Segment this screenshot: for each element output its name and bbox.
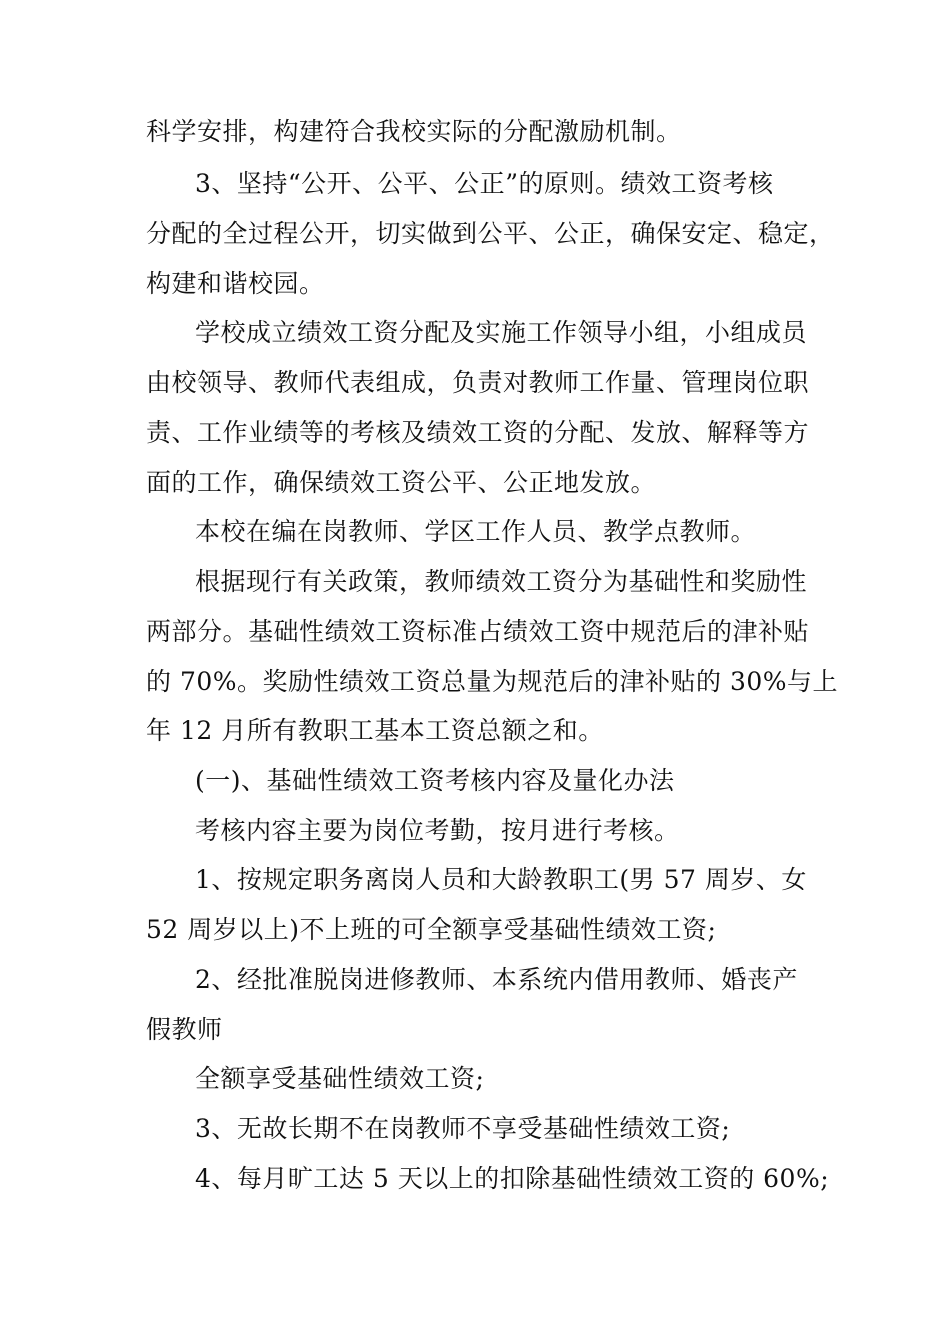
text-line: 3、坚持“公开、公平、公正”的原则。绩效工资考核 [195,169,774,198]
text-line: 根据现行有关政策，教师绩效工资分为基础性和奖励性 [195,567,808,596]
text-line: 1、按规定职务离岗人员和大龄教职工(男 57 周岁、女 [195,865,807,894]
text-line: 两部分。基础性绩效工资标准占绩效工资中规范后的津补贴 [146,617,810,646]
text-line: 2、经批准脱岗进修教师、本系统内借用教师、婚丧产 [195,965,798,994]
text-line: 年 12 月所有教职工基本工资总额之和。 [146,716,604,745]
text-line: 学校成立绩效工资分配及实施工作领导小组，小组成员 [195,318,808,347]
text-line: 本校在编在岗教师、学区工作人员、教学点教师。 [195,517,757,546]
text-line: 考核内容主要为岗位考勤，按月进行考核。 [195,816,680,845]
text-line: 面的工作，确保绩效工资公平、公正地发放。 [146,468,657,497]
text-line: 的 70%。奖励性绩效工资总量为规范后的津补贴的 30%与上 [146,667,839,696]
text-line: 4、每月旷工达 5 天以上的扣除基础性绩效工资的 60%; [195,1164,830,1193]
text-line: 52 周岁以上)不上班的可全额享受基础性绩效工资; [146,915,717,944]
text-line: 全额享受基础性绩效工资; [195,1064,485,1093]
text-line: 由校领导、教师代表组成，负责对教师工作量、管理岗位职 [146,368,810,397]
text-line: 构建和谐校园。 [146,269,325,298]
text-line: 假教师 [146,1015,223,1044]
section-heading: (一)、基础性绩效工资考核内容及量化办法 [195,766,675,795]
text-line: 3、无故长期不在岗教师不享受基础性绩效工资; [195,1114,731,1143]
text-line: 责、工作业绩等的考核及绩效工资的分配、发放、解释等方 [146,418,810,447]
text-line: 分配的全过程公开，切实做到公平、公正，确保安定、稳定， [146,219,835,248]
text-line: 科学安排，构建符合我校实际的分配激励机制。 [146,117,682,146]
